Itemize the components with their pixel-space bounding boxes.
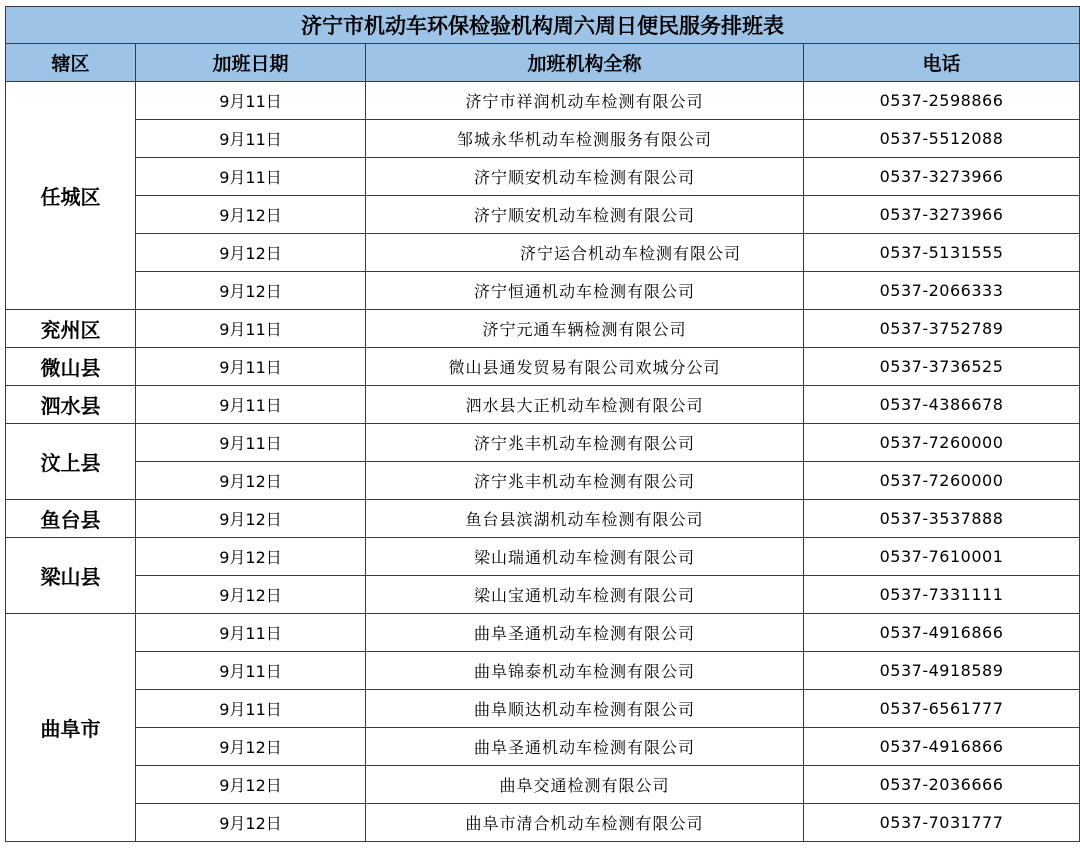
phone-cell: 0537-6561777 xyxy=(804,690,1080,728)
org-name: 济宁运合机动车检测有限公司 xyxy=(519,244,741,263)
org-cell: 曲阜圣通机动车检测有限公司 xyxy=(366,614,804,652)
date-cell: 9月11日 xyxy=(136,348,366,386)
org-cell: 济宁顺安机动车检测有限公司 xyxy=(366,158,804,196)
header-row xyxy=(6,44,1080,82)
date-cell: 9月11日 xyxy=(136,614,366,652)
phone-cell: 0537-3273966 xyxy=(804,196,1080,234)
org-cell: 邹城永华机动车检测服务有限公司 xyxy=(366,120,804,158)
table-row xyxy=(6,234,1080,272)
district-cell: 任城区 xyxy=(6,82,136,310)
org-cell: 曲阜锦泰机动车检测有限公司 xyxy=(366,652,804,690)
org-cell: 济宁兆丰机动车检测有限公司 xyxy=(366,424,804,462)
table-row xyxy=(6,614,1080,652)
date-cell: 9月11日 xyxy=(136,120,366,158)
phone-cell: 0537-2036666 xyxy=(804,766,1080,804)
table-row xyxy=(6,462,1080,500)
date-cell: 9月12日 xyxy=(136,804,366,842)
org-cell: 曲阜圣通机动车检测有限公司 xyxy=(366,728,804,766)
table-title: 济宁市机动车环保检验机构周六周日便民服务排班表 xyxy=(6,7,1080,44)
phone-cell: 0537-4386678 xyxy=(804,386,1080,424)
org-cell: 曲阜市清合机动车检测有限公司 xyxy=(366,804,804,842)
table-row xyxy=(6,690,1080,728)
table-row xyxy=(6,158,1080,196)
phone-cell: 0537-3273966 xyxy=(804,158,1080,196)
date-cell: 9月12日 xyxy=(136,576,366,614)
date-cell: 9月12日 xyxy=(136,234,366,272)
phone-cell: 0537-5512088 xyxy=(804,120,1080,158)
org-cell xyxy=(366,234,804,272)
date-cell: 9月12日 xyxy=(136,538,366,576)
phone-cell: 0537-2598866 xyxy=(804,82,1080,120)
table-row xyxy=(6,272,1080,310)
header-date: 加班日期 xyxy=(136,44,366,82)
district-cell: 鱼台县 xyxy=(6,500,136,538)
table-row xyxy=(6,804,1080,842)
date-cell: 9月11日 xyxy=(136,158,366,196)
org-cell: 曲阜交通检测有限公司 xyxy=(366,766,804,804)
org-cell: 济宁兆丰机动车检测有限公司 xyxy=(366,462,804,500)
org-cell: 梁山宝通机动车检测有限公司 xyxy=(366,576,804,614)
org-cell: 泗水县大正机动车检测有限公司 xyxy=(366,386,804,424)
phone-cell: 0537-7031777 xyxy=(804,804,1080,842)
district-cell: 兖州区 xyxy=(6,310,136,348)
date-cell: 9月11日 xyxy=(136,386,366,424)
table-row xyxy=(6,538,1080,576)
phone-cell: 0537-7610001 xyxy=(804,538,1080,576)
date-cell: 9月11日 xyxy=(136,82,366,120)
table-row xyxy=(6,386,1080,424)
org-cell: 微山县通发贸易有限公司欢城分公司 xyxy=(366,348,804,386)
table-row xyxy=(6,120,1080,158)
date-cell: 9月12日 xyxy=(136,728,366,766)
phone-cell: 0537-3537888 xyxy=(804,500,1080,538)
title-row xyxy=(6,7,1080,44)
table-row xyxy=(6,766,1080,804)
table-row xyxy=(6,82,1080,120)
date-cell: 9月12日 xyxy=(136,462,366,500)
date-cell: 9月11日 xyxy=(136,690,366,728)
table-row xyxy=(6,348,1080,386)
phone-cell: 0537-4916866 xyxy=(804,728,1080,766)
district-cell: 微山县 xyxy=(6,348,136,386)
table-body xyxy=(6,82,1080,842)
phone-cell: 0537-7260000 xyxy=(804,424,1080,462)
date-cell: 9月12日 xyxy=(136,272,366,310)
header-org: 加班机构全称 xyxy=(366,44,804,82)
district-cell: 梁山县 xyxy=(6,538,136,614)
phone-cell: 0537-3736525 xyxy=(804,348,1080,386)
phone-cell: 0537-2066333 xyxy=(804,272,1080,310)
org-cell: 梁山瑞通机动车检测有限公司 xyxy=(366,538,804,576)
org-cell: 济宁元通车辆检测有限公司 xyxy=(366,310,804,348)
district-cell: 曲阜市 xyxy=(6,614,136,842)
header-phone: 电话 xyxy=(804,44,1080,82)
org-cell: 济宁恒通机动车检测有限公司 xyxy=(366,272,804,310)
date-cell: 9月12日 xyxy=(136,766,366,804)
table-row xyxy=(6,652,1080,690)
table-row xyxy=(6,424,1080,462)
phone-cell: 0537-4916866 xyxy=(804,614,1080,652)
date-cell: 9月11日 xyxy=(136,652,366,690)
schedule-table xyxy=(5,6,1080,842)
org-cell: 济宁市祥润机动车检测有限公司 xyxy=(366,82,804,120)
date-cell: 9月12日 xyxy=(136,500,366,538)
phone-cell: 0537-7260000 xyxy=(804,462,1080,500)
org-cell: 曲阜顺达机动车检测有限公司 xyxy=(366,690,804,728)
date-cell: 9月11日 xyxy=(136,310,366,348)
table-row xyxy=(6,728,1080,766)
table-row xyxy=(6,576,1080,614)
table-row xyxy=(6,500,1080,538)
table-row xyxy=(6,196,1080,234)
table-row xyxy=(6,310,1080,348)
phone-cell: 0537-4918589 xyxy=(804,652,1080,690)
org-cell: 济宁顺安机动车检测有限公司 xyxy=(366,196,804,234)
district-cell: 汶上县 xyxy=(6,424,136,500)
header-district: 辖区 xyxy=(6,44,136,82)
date-cell: 9月11日 xyxy=(136,424,366,462)
phone-cell: 0537-7331111 xyxy=(804,576,1080,614)
phone-cell: 0537-3752789 xyxy=(804,310,1080,348)
org-cell: 鱼台县滨湖机动车检测有限公司 xyxy=(366,500,804,538)
date-cell: 9月12日 xyxy=(136,196,366,234)
district-cell: 泗水县 xyxy=(6,386,136,424)
phone-cell: 0537-5131555 xyxy=(804,234,1080,272)
